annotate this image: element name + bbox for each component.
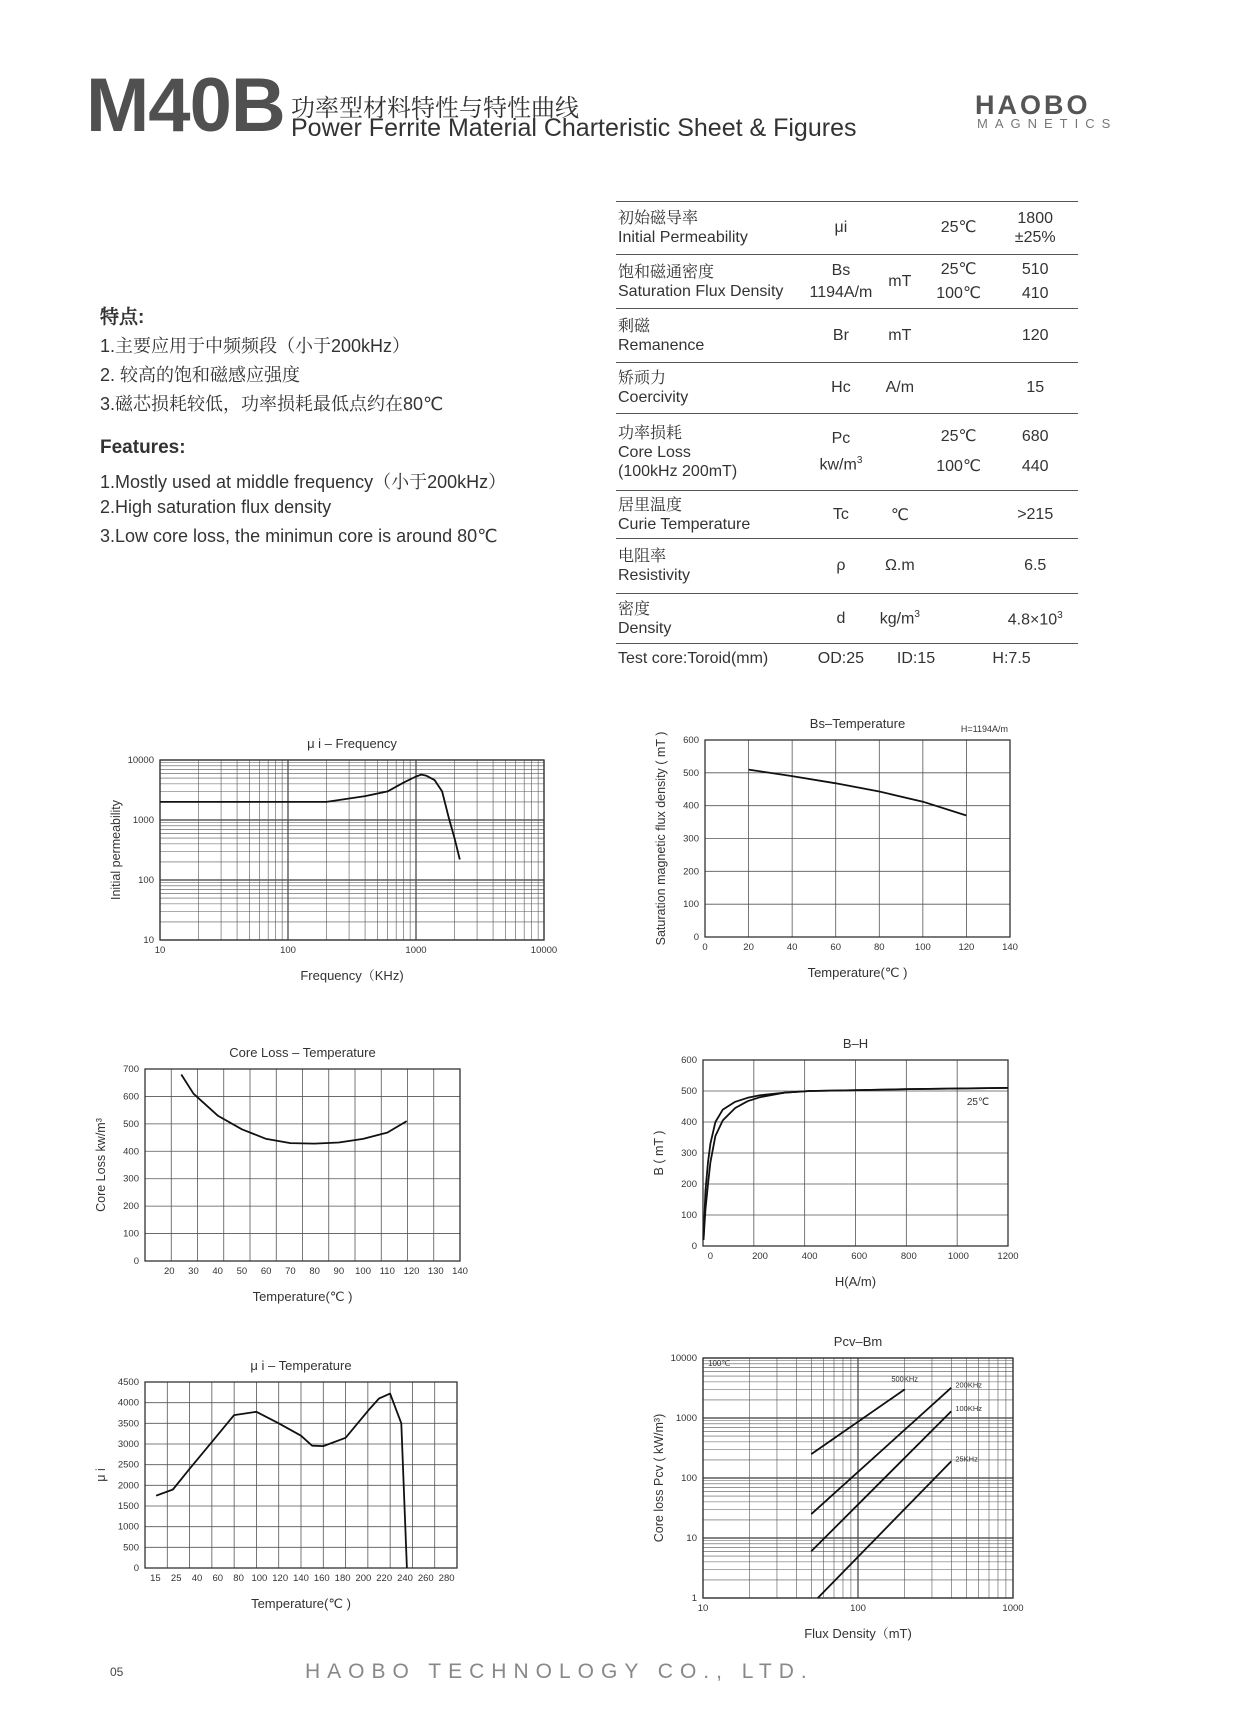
y-tick-label: 10000 (670, 1353, 697, 1364)
prop-value: 510 (1021, 260, 1049, 278)
x-tick-label: 140 (452, 1266, 468, 1277)
series-line (818, 1461, 952, 1598)
y-tick-label: 1500 (117, 1501, 139, 1512)
x-tick-label: 400 (801, 1251, 818, 1262)
prop-temp: 25℃ (925, 202, 993, 255)
y-tick-label: 300 (681, 1148, 697, 1159)
y-tick-label: 600 (123, 1091, 139, 1103)
x-axis-label: Temperature(℃ ) (251, 1596, 351, 1611)
table-row (616, 202, 1078, 255)
y-tick-label: 400 (123, 1146, 139, 1158)
prop-value-exp: 3 (1057, 610, 1063, 622)
prop-unit: Ω.m (875, 539, 925, 594)
prop-value: 440 (1021, 458, 1049, 475)
x-tick-label: 120 (403, 1266, 420, 1277)
y-tick-label: 500 (123, 1118, 139, 1130)
feature-cn-2: 2. 较高的饱和磁感应强度 (100, 365, 301, 385)
table-row (616, 255, 1078, 309)
x-axis-label: Temperature(℃ ) (807, 965, 908, 980)
y-tick-label: 10 (686, 1533, 697, 1544)
y-axis-label: Core Loss kw/m³ (94, 1118, 108, 1212)
feature-en-3: 3.Low core loss, the minimun core is around 80℃ (100, 526, 498, 546)
table-row (616, 363, 1078, 414)
y-tick-label: 700 (123, 1064, 139, 1075)
y-tick-label: 400 (681, 1117, 697, 1128)
chart-grid (160, 760, 544, 940)
y-tick-label: 2000 (117, 1480, 139, 1492)
y-tick-label: 4000 (117, 1397, 139, 1409)
model-code: M40B (86, 63, 285, 148)
prop-name-en: Core Loss (618, 443, 691, 461)
y-tick-label: 3000 (117, 1439, 139, 1450)
chart-title: Pcv–Bm (833, 1334, 883, 1349)
prop-temp: 100℃ (936, 458, 981, 475)
y-tick-label: 100 (683, 899, 699, 911)
chart-b-h (652, 1030, 1088, 1300)
prop-unit: mT (875, 255, 925, 309)
prop-unit: kw/m (819, 456, 857, 474)
x-tick-label: 600 (851, 1251, 868, 1262)
y-axis-label: μ i (94, 1468, 108, 1482)
page-number: 05 (110, 1665, 124, 1679)
table-row (616, 539, 1078, 594)
prop-name-cn: 剩磁 (618, 317, 651, 335)
x-tick-label: 90 (333, 1266, 345, 1277)
x-tick-label: 100 (850, 1603, 866, 1614)
table-row (616, 414, 1078, 491)
x-axis-label: H(A/m) (834, 1274, 877, 1289)
x-axis-label: Flux Density（mT) (804, 1626, 912, 1641)
x-tick-label: 200 (355, 1573, 372, 1584)
test-core-id: ID:15 (875, 644, 993, 674)
chart-bs-temperature (654, 712, 1090, 1012)
x-tick-label: 80 (873, 942, 885, 953)
footer-company: HAOBO TECHNOLOGY CO., LTD. (305, 1660, 814, 1683)
prop-value: 120 (992, 309, 1078, 363)
x-tick-label: 40 (191, 1573, 203, 1584)
table-row (616, 309, 1078, 363)
prop-name-cn: 初始磁导率 (618, 210, 699, 227)
chart-title: B–H (842, 1036, 869, 1051)
features-cn-heading: 特点: (100, 307, 145, 328)
y-tick-label: 0 (133, 1563, 139, 1574)
y-tick-label: 200 (683, 866, 699, 878)
series-label: 200KHz (955, 1380, 983, 1390)
table-row (616, 644, 1078, 674)
x-tick-label: 20 (163, 1266, 175, 1277)
x-tick-label: 100 (280, 945, 296, 956)
properties-table (616, 201, 1078, 674)
y-tick-label: 500 (683, 767, 699, 779)
y-tick-label: 0 (691, 1241, 697, 1252)
y-tick-label: 100 (681, 1473, 697, 1484)
chart-title: μ i – Frequency (307, 736, 397, 751)
prop-name-en: Initial Permeability (618, 229, 748, 246)
x-tick-label: 160 (313, 1573, 330, 1584)
prop-symbol: Bs (831, 261, 851, 279)
prop-unit-exp: 3 (856, 454, 863, 466)
series-label: 500KHz (891, 1374, 919, 1384)
y-tick-label: 4500 (117, 1377, 139, 1388)
prop-symbol: d (807, 594, 875, 644)
prop-name-cn: 功率损耗 (618, 424, 683, 442)
plot-frame (160, 760, 544, 940)
x-tick-label: 1200 (997, 1251, 1019, 1262)
y-tick-label: 600 (683, 735, 699, 746)
x-tick-label: 15 (150, 1573, 161, 1584)
y-tick-label: 0 (693, 932, 699, 943)
prop-symbol: ρ (807, 539, 875, 594)
x-tick-label: 10000 (530, 945, 558, 956)
prop-name-cn: 电阻率 (618, 548, 667, 565)
y-tick-label: 100 (138, 875, 154, 886)
series-line (811, 1411, 951, 1551)
y-tick-label: 2500 (117, 1459, 139, 1471)
x-tick-label: 0 (707, 1251, 714, 1262)
x-tick-label: 50 (236, 1266, 248, 1277)
x-tick-label: 120 (958, 942, 975, 953)
x-tick-label: 40 (212, 1266, 223, 1277)
y-tick-label: 1000 (117, 1521, 139, 1533)
chart-annotation: 25℃ (966, 1097, 990, 1108)
series-label: 25KHz (955, 1454, 978, 1464)
prop-name-en: Saturation Flux Density (618, 282, 784, 300)
brand-logo: HAOBO (975, 90, 1091, 120)
chart-annotation: 100℃ (708, 1359, 731, 1368)
prop-tolerance: ±25% (1014, 229, 1056, 246)
x-tick-label: 1000 (947, 1251, 969, 1262)
prop-name-en: Coercivity (618, 389, 689, 406)
table-row (616, 594, 1078, 644)
x-axis-label: Temperature(℃ ) (252, 1289, 353, 1304)
prop-name-en: Remanence (618, 336, 705, 354)
y-tick-label: 300 (123, 1173, 139, 1185)
y-tick-label: 600 (681, 1055, 697, 1066)
prop-condition: 1194A/m (809, 283, 873, 301)
x-tick-label: 60 (830, 942, 842, 953)
chart-mu-temperature (94, 1352, 530, 1627)
chart-title: Bs–Temperature (809, 716, 906, 731)
x-tick-label: 80 (233, 1573, 244, 1584)
prop-name-cn: 矫顽力 (618, 370, 667, 387)
chart-pcv-bm (652, 1318, 1090, 1641)
x-tick-label: 0 (702, 942, 708, 953)
x-tick-label: 140 (1002, 942, 1018, 953)
page-title-en: Power Ferrite Material Charteristic Sheet & Figures (291, 114, 857, 142)
series-line (156, 1394, 407, 1568)
x-tick-label: 10 (154, 945, 166, 956)
series-line (749, 770, 967, 816)
test-core-label: Test core:Toroid(mm) (616, 644, 807, 674)
prop-value: >215 (992, 491, 1078, 539)
prop-value: 1800 (1017, 210, 1053, 227)
features-en-heading: Features: (100, 437, 186, 458)
y-axis-label: B ( mT ) (652, 1130, 666, 1176)
x-tick-label: 120 (272, 1573, 289, 1584)
x-tick-label: 10 (697, 1603, 709, 1614)
prop-symbol: Tc (807, 491, 875, 539)
prop-name-cn: 密度 (618, 600, 651, 618)
x-tick-label: 140 (293, 1573, 309, 1584)
prop-value: 6.5 (992, 539, 1078, 594)
y-tick-label: 200 (681, 1179, 697, 1190)
prop-symbol: Br (807, 309, 875, 363)
y-tick-label: 1 (691, 1593, 697, 1604)
x-tick-label: 110 (379, 1266, 395, 1277)
prop-name-cn: 居里温度 (618, 496, 683, 514)
x-tick-label: 260 (417, 1573, 434, 1584)
x-tick-label: 800 (900, 1251, 917, 1262)
x-tick-label: 280 (438, 1573, 455, 1584)
y-tick-label: 500 (123, 1542, 139, 1554)
brand-logo-sub: MAGNETICS (977, 116, 1118, 131)
feature-en-1: 1.Mostly used at middle frequency（小于200kHz） (100, 472, 507, 492)
x-tick-label: 60 (212, 1573, 224, 1584)
y-tick-label: 100 (681, 1210, 697, 1221)
y-axis-label: Saturation magnetic flux density ( mT ) (654, 731, 668, 946)
page-title-cn: 功率型材料特性与特性曲线 (291, 95, 579, 122)
chart-mu-frequency (85, 720, 558, 1015)
prop-name-cn: 饱和磁通密度 (618, 263, 715, 281)
prop-symbol: Pc (831, 429, 851, 447)
chart-coreloss-temperature (94, 1027, 530, 1304)
x-tick-label: 240 (397, 1573, 413, 1584)
x-tick-label: 180 (334, 1573, 351, 1584)
prop-value: 680 (1021, 428, 1049, 445)
feature-cn-3: 3.磁芯损耗较低，功率损耗最低点约在80℃ (100, 394, 444, 414)
series-line (160, 775, 460, 860)
prop-value: 15 (992, 363, 1078, 414)
prop-condition: (100kHz 200mT) (618, 462, 738, 480)
y-tick-label: 400 (683, 800, 699, 812)
feature-en-2: 2.High saturation flux density (100, 497, 332, 517)
chart-title: Core Loss – Temperature (229, 1045, 376, 1060)
x-tick-label: 130 (427, 1266, 444, 1277)
prop-unit: A/m (875, 363, 925, 414)
prop-name-en: Density (618, 619, 672, 637)
x-tick-label: 100 (914, 942, 931, 953)
x-tick-label: 30 (188, 1266, 199, 1277)
y-axis-label: Initial permeability (109, 799, 123, 901)
y-tick-label: 3500 (117, 1418, 139, 1430)
table-row (616, 491, 1078, 539)
y-tick-label: 300 (683, 833, 699, 845)
series-label: 100KHz (955, 1404, 983, 1414)
chart-title: μ i – Temperature (250, 1358, 352, 1373)
test-core-od: OD:25 (807, 644, 875, 674)
series-line (181, 1075, 406, 1144)
prop-temp: 100℃ (936, 284, 981, 302)
x-tick-label: 60 (260, 1266, 272, 1277)
prop-symbol: Hc (807, 363, 875, 414)
test-core-h: H:7.5 (992, 644, 1078, 674)
y-tick-label: 0 (133, 1256, 139, 1267)
y-axis-label: Core loss Pcv ( kW/m³) (652, 1413, 666, 1543)
prop-unit (875, 202, 925, 255)
x-axis-label: Frequency（KHz) (300, 968, 404, 983)
prop-value: 4.8×10 (1007, 611, 1058, 629)
y-tick-label: 200 (123, 1201, 139, 1213)
prop-name-en: Curie Temperature (618, 515, 751, 533)
prop-symbol: μi (807, 202, 875, 255)
x-tick-label: 200 (752, 1251, 768, 1262)
y-tick-label: 500 (681, 1086, 697, 1097)
y-tick-label: 1000 (675, 1413, 697, 1424)
x-tick-label: 70 (285, 1266, 296, 1277)
chart-annotation: H=1194A/m (960, 724, 1008, 734)
prop-temp: 25℃ (940, 260, 977, 278)
feature-cn-1: 1.主要应用于中频频段（小于200kHz） (100, 336, 411, 356)
x-tick-label: 80 (309, 1266, 320, 1277)
y-tick-label: 100 (123, 1228, 139, 1240)
x-tick-label: 220 (376, 1573, 393, 1584)
x-tick-label: 1000 (1002, 1603, 1024, 1614)
prop-name-en: Resistivity (618, 567, 691, 584)
chart-grid (145, 1069, 460, 1261)
chart-grid (145, 1382, 457, 1568)
x-tick-label: 100 (251, 1573, 268, 1584)
prop-unit-exp: 3 (914, 608, 920, 620)
x-tick-label: 20 (743, 942, 754, 953)
x-tick-label: 100 (355, 1266, 372, 1277)
prop-value: 410 (1021, 284, 1049, 302)
y-tick-label: 10000 (127, 755, 154, 766)
x-tick-label: 1000 (405, 945, 427, 956)
prop-temp: 25℃ (940, 428, 977, 445)
prop-unit: mT (875, 309, 925, 363)
prop-unit: ℃ (875, 491, 925, 539)
y-tick-label: 1000 (132, 815, 154, 826)
prop-unit: kg/m (879, 610, 915, 628)
x-tick-label: 25 (170, 1573, 182, 1584)
chart-grid (703, 1358, 1013, 1598)
y-tick-label: 10 (143, 935, 154, 946)
x-tick-label: 40 (786, 942, 798, 953)
